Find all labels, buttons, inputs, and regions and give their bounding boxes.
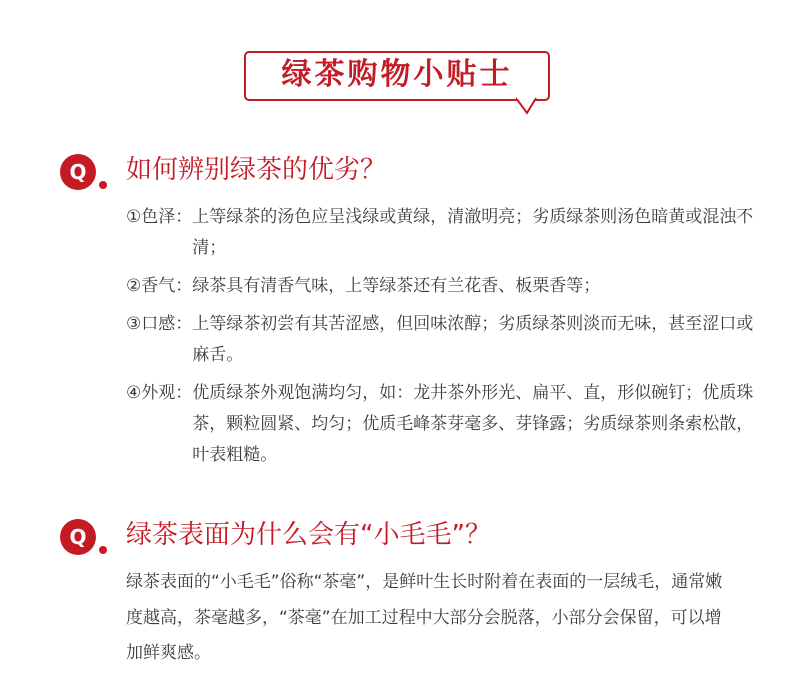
item-label: ①色泽： — [126, 207, 193, 227]
q-icon — [60, 517, 108, 557]
list-item — [126, 271, 766, 302]
answer-list — [126, 202, 766, 478]
list-item — [126, 202, 766, 264]
item-label: ②香气： — [126, 276, 193, 296]
answer-paragraph: 绿茶表面的“小毛毛”俗称“茶毫”，是鲜叶生长时附着在表面的一层绒毛，通常嫩度越高，茶毫越多，“茶毫”在加工过程中大部分会脱落，小部分会保留，可以增加鲜爽感。 — [126, 572, 723, 663]
svg-text:Q: Q — [69, 525, 87, 549]
speech-bubble-tail-icon — [516, 95, 538, 115]
title-banner — [244, 51, 556, 114]
item-label: ④外观： — [126, 383, 193, 403]
q-icon — [60, 152, 108, 192]
svg-text:Q: Q — [69, 160, 87, 184]
item-text: 上等绿茶初尝有其苦涩感，但回味浓醇；劣质绿茶则淡而无味，甚至涩口或麻舌。 — [192, 314, 754, 365]
question-header — [60, 515, 760, 555]
item-label: ③口感： — [126, 314, 193, 334]
question-text: 绿茶表面为什么会有“小毛毛”？ — [126, 520, 491, 550]
list-item — [126, 309, 766, 371]
qa-section-1 — [60, 150, 760, 465]
question-header — [60, 150, 760, 190]
item-text: 绿茶具有清香气味，上等绿茶还有兰花香、板栗香等； — [192, 276, 601, 296]
page-title: 绿茶购物小贴士 — [281, 57, 513, 92]
item-text: 上等绿茶的汤色应呈浅绿或黄绿，清澈明亮；劣质绿茶则汤色暗黄或混浊不清； — [192, 207, 754, 258]
item-text: 优质绿茶外观饱满均匀，如：龙井茶外形光、扁平、直，形似碗钉；优质珠茶，颗粒圆紧、均匀；优质毛峰茶芽毫多、芽锋露；劣质绿茶则条索松散，叶表粗糙。 — [192, 383, 754, 465]
qa-section-2 — [60, 515, 760, 663]
question-text: 如何辨别绿茶的优劣？ — [126, 155, 387, 185]
list-item — [126, 378, 766, 471]
